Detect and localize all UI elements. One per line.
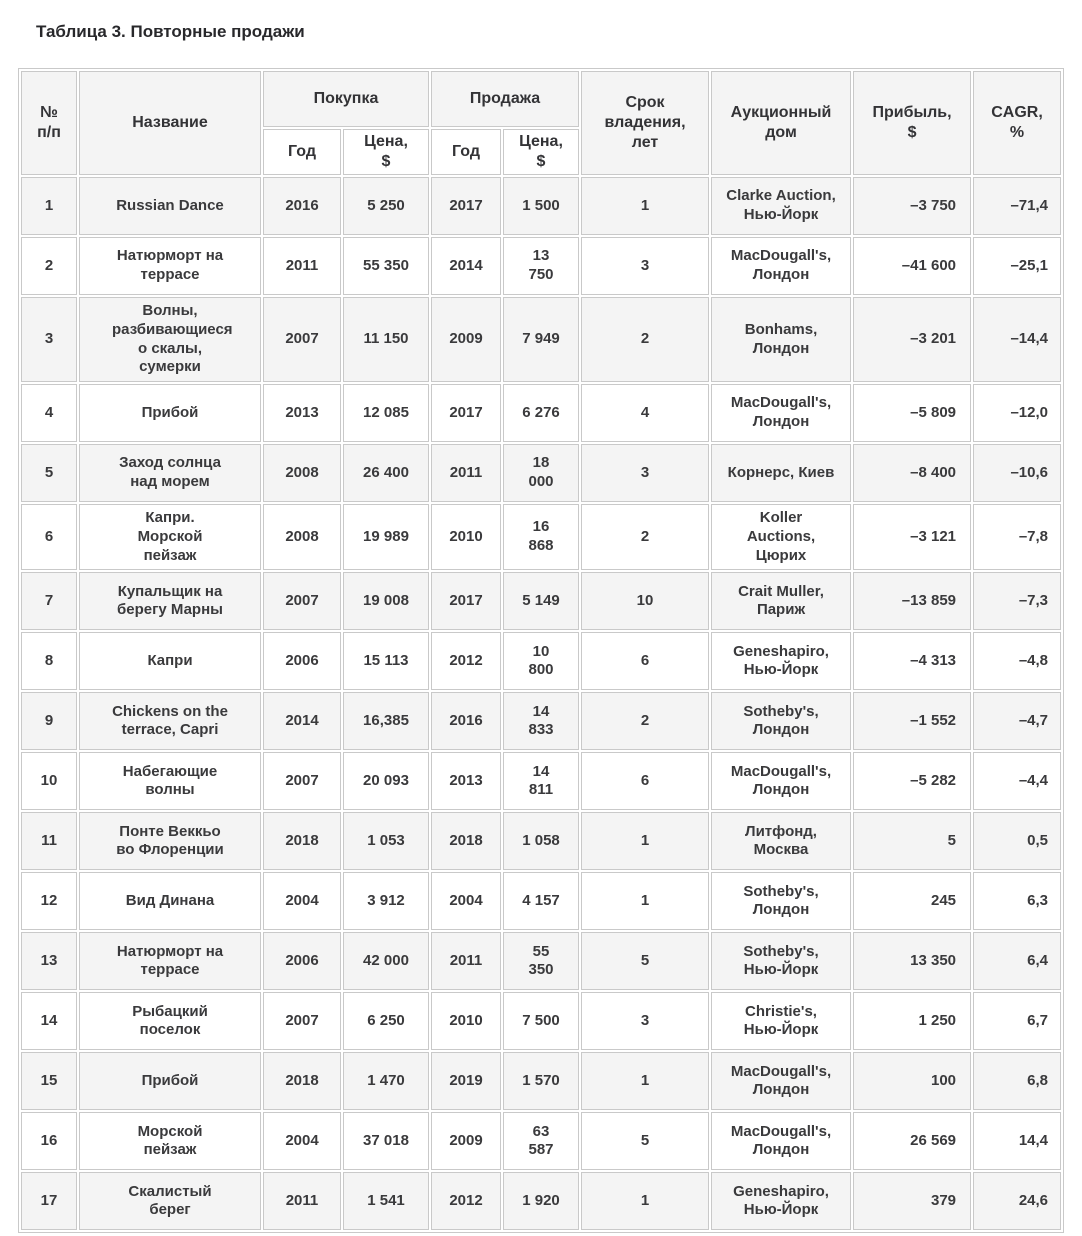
holding-period-cell: 6 (581, 752, 709, 810)
sell-year-cell: 2011 (431, 444, 501, 502)
sell-price-cell: 14 833 (503, 692, 579, 750)
table-row (21, 752, 1061, 810)
table-row (21, 992, 1061, 1050)
cagr-cell: –10,6 (973, 444, 1061, 502)
auction-house-cell: Bonhams, Лондон (711, 297, 851, 382)
buy-price-cell: 12 085 (343, 384, 429, 442)
profit-cell: –3 201 (853, 297, 971, 382)
auction-house-cell: MacDougall's, Лондон (711, 752, 851, 810)
cagr-cell: –7,3 (973, 572, 1061, 630)
buy-price-header: Цена, $ (343, 129, 429, 175)
buy-price-cell: 42 000 (343, 932, 429, 990)
buy-price-cell: 11 150 (343, 297, 429, 382)
buy-price-cell: 6 250 (343, 992, 429, 1050)
sell-price-cell: 4 157 (503, 872, 579, 930)
profit-cell: –13 859 (853, 572, 971, 630)
holding-period-cell: 5 (581, 1112, 709, 1170)
buy-year-cell: 2016 (263, 177, 341, 235)
table-row (21, 692, 1061, 750)
sell-year-cell: 2017 (431, 177, 501, 235)
buy-year-cell: 2006 (263, 632, 341, 690)
sell-price-cell: 13 750 (503, 237, 579, 295)
table-row (21, 1052, 1061, 1110)
profit-cell: 26 569 (853, 1112, 971, 1170)
row-number-cell: 12 (21, 872, 77, 930)
cagr-cell: 0,5 (973, 812, 1061, 870)
sell-year-cell: 2011 (431, 932, 501, 990)
sell-year-cell: 2018 (431, 812, 501, 870)
cagr-cell: –7,8 (973, 504, 1061, 570)
artwork-name-cell: Скалистый берег (79, 1172, 261, 1230)
holding-period-cell: 1 (581, 1052, 709, 1110)
auction-house-cell: Sotheby's, Лондон (711, 692, 851, 750)
artwork-name-cell: Понте Веккьо во Флоренции (79, 812, 261, 870)
auction-house-cell: Sotheby's, Лондон (711, 872, 851, 930)
buy-year-cell: 2008 (263, 504, 341, 570)
buy-price-cell: 19 008 (343, 572, 429, 630)
cagr-cell: –4,8 (973, 632, 1061, 690)
table-row (21, 572, 1061, 630)
cagr-cell: 24,6 (973, 1172, 1061, 1230)
sell-year-cell: 2016 (431, 692, 501, 750)
sell-year-cell: 2009 (431, 297, 501, 382)
holding-period-cell: 1 (581, 177, 709, 235)
table-row (21, 1172, 1061, 1230)
table-row (21, 1112, 1061, 1170)
holding-period-cell: 1 (581, 812, 709, 870)
profit-cell: 1 250 (853, 992, 971, 1050)
buy-price-cell: 26 400 (343, 444, 429, 502)
artwork-name-cell: Купальщик на берегу Марны (79, 572, 261, 630)
cagr-header: CAGR, % (973, 71, 1061, 175)
buy-year-cell: 2007 (263, 297, 341, 382)
artwork-name-cell: Прибой (79, 384, 261, 442)
row-number-cell: 8 (21, 632, 77, 690)
sell-year-cell: 2017 (431, 384, 501, 442)
sell-year-cell: 2012 (431, 632, 501, 690)
auction-house-cell: Sotheby's, Нью-Йорк (711, 932, 851, 990)
artwork-name-cell: Капри. Морской пейзаж (79, 504, 261, 570)
table-row (21, 237, 1061, 295)
buy-price-cell: 1 470 (343, 1052, 429, 1110)
table-header (21, 71, 1061, 175)
profit-cell: –5 282 (853, 752, 971, 810)
holding-period-cell: 1 (581, 1172, 709, 1230)
holding-period-cell: 5 (581, 932, 709, 990)
auction-house-cell: Литфонд, Москва (711, 812, 851, 870)
row-number-cell: 4 (21, 384, 77, 442)
table-row (21, 872, 1061, 930)
buy-price-cell: 1 053 (343, 812, 429, 870)
row-number-cell: 15 (21, 1052, 77, 1110)
holding-period-cell: 3 (581, 444, 709, 502)
holding-period-header: Срок владения, лет (581, 71, 709, 175)
auction-house-cell: Корнерс, Киев (711, 444, 851, 502)
profit-cell: –8 400 (853, 444, 971, 502)
buy-price-cell: 20 093 (343, 752, 429, 810)
auction-house-cell: Geneshapiro, Нью-Йорк (711, 632, 851, 690)
sell-price-cell: 18 000 (503, 444, 579, 502)
profit-header: Прибыль, $ (853, 71, 971, 175)
buy-year-cell: 2007 (263, 752, 341, 810)
buy-year-cell: 2011 (263, 237, 341, 295)
cagr-cell: –71,4 (973, 177, 1061, 235)
profit-cell: 13 350 (853, 932, 971, 990)
buy-year-cell: 2006 (263, 932, 341, 990)
profit-cell: –5 809 (853, 384, 971, 442)
profit-cell: –1 552 (853, 692, 971, 750)
cagr-cell: –14,4 (973, 297, 1061, 382)
auction-house-cell: Geneshapiro, Нью-Йорк (711, 1172, 851, 1230)
buy-price-cell: 5 250 (343, 177, 429, 235)
buy-year-cell: 2018 (263, 1052, 341, 1110)
buy-year-cell: 2018 (263, 812, 341, 870)
buy-price-cell: 3 912 (343, 872, 429, 930)
sell-price-cell: 63 587 (503, 1112, 579, 1170)
holding-period-cell: 10 (581, 572, 709, 630)
auction-house-cell: Koller Auctions, Цюрих (711, 504, 851, 570)
auction-house-cell: MacDougall's, Лондон (711, 384, 851, 442)
sell-price-cell: 1 500 (503, 177, 579, 235)
sell-year-cell: 2010 (431, 992, 501, 1050)
sell-year-cell: 2010 (431, 504, 501, 570)
table-row (21, 384, 1061, 442)
col-num-header: № п/п (21, 71, 77, 175)
sell-price-cell: 16 868 (503, 504, 579, 570)
sell-year-cell: 2013 (431, 752, 501, 810)
sell-year-cell: 2009 (431, 1112, 501, 1170)
artwork-name-cell: Волны, разбивающиеся о скалы, сумерки (79, 297, 261, 382)
profit-cell: 379 (853, 1172, 971, 1230)
buy-year-header: Год (263, 129, 341, 175)
artwork-name-cell: Заход солнца над морем (79, 444, 261, 502)
purchase-group-header: Покупка (263, 71, 429, 127)
cagr-cell: –4,7 (973, 692, 1061, 750)
profit-cell: 245 (853, 872, 971, 930)
buy-year-cell: 2007 (263, 572, 341, 630)
sell-price-cell: 7 500 (503, 992, 579, 1050)
row-number-cell: 3 (21, 297, 77, 382)
cagr-cell: 6,8 (973, 1052, 1061, 1110)
auction-house-cell: MacDougall's, Лондон (711, 1112, 851, 1170)
auction-house-cell: Crait Muller, Париж (711, 572, 851, 630)
cagr-cell: 6,4 (973, 932, 1061, 990)
cagr-cell: –12,0 (973, 384, 1061, 442)
sell-year-cell: 2017 (431, 572, 501, 630)
holding-period-cell: 3 (581, 237, 709, 295)
artwork-name-cell: Вид Динана (79, 872, 261, 930)
artwork-name-cell: Набегающие волны (79, 752, 261, 810)
artwork-name-cell: Морской пейзаж (79, 1112, 261, 1170)
table-row (21, 297, 1061, 382)
buy-year-cell: 2004 (263, 872, 341, 930)
holding-period-cell: 2 (581, 297, 709, 382)
table-row (21, 177, 1061, 235)
buy-price-cell: 37 018 (343, 1112, 429, 1170)
auction-house-cell: Christie's, Нью-Йорк (711, 992, 851, 1050)
row-number-cell: 2 (21, 237, 77, 295)
row-number-cell: 9 (21, 692, 77, 750)
page-title: Таблица 3. Повторные продажи (36, 22, 305, 41)
sell-price-header: Цена, $ (503, 129, 579, 175)
artwork-name-cell: Рыбацкий поселок (79, 992, 261, 1050)
holding-period-cell: 2 (581, 504, 709, 570)
buy-price-cell: 16,385 (343, 692, 429, 750)
buy-year-cell: 2011 (263, 1172, 341, 1230)
cagr-cell: 6,7 (973, 992, 1061, 1050)
profit-cell: 100 (853, 1052, 971, 1110)
sell-price-cell: 1 920 (503, 1172, 579, 1230)
artwork-name-cell: Прибой (79, 1052, 261, 1110)
sell-year-header: Год (431, 129, 501, 175)
sell-price-cell: 7 949 (503, 297, 579, 382)
table-body (21, 177, 1061, 1230)
sale-group-header: Продажа (431, 71, 579, 127)
table-row (21, 504, 1061, 570)
artwork-name-cell: Chickens on the terrace, Capri (79, 692, 261, 750)
buy-price-cell: 55 350 (343, 237, 429, 295)
auction-house-cell: MacDougall's, Лондон (711, 1052, 851, 1110)
cagr-cell: –4,4 (973, 752, 1061, 810)
sell-price-cell: 55 350 (503, 932, 579, 990)
holding-period-cell: 4 (581, 384, 709, 442)
row-number-cell: 11 (21, 812, 77, 870)
profit-cell: –41 600 (853, 237, 971, 295)
row-number-cell: 14 (21, 992, 77, 1050)
buy-price-cell: 19 989 (343, 504, 429, 570)
table-row (21, 632, 1061, 690)
row-number-cell: 13 (21, 932, 77, 990)
holding-period-cell: 1 (581, 872, 709, 930)
auction-house-cell: MacDougall's, Лондон (711, 237, 851, 295)
artwork-name-cell: Натюрморт на террасе (79, 932, 261, 990)
row-number-cell: 17 (21, 1172, 77, 1230)
table-row (21, 812, 1061, 870)
buy-year-cell: 2007 (263, 992, 341, 1050)
auction-house-header: Аукционный дом (711, 71, 851, 175)
repeat-sales-table (18, 68, 1064, 1233)
artwork-name-cell: Капри (79, 632, 261, 690)
row-number-cell: 6 (21, 504, 77, 570)
buy-price-cell: 1 541 (343, 1172, 429, 1230)
row-number-cell: 1 (21, 177, 77, 235)
sell-price-cell: 1 570 (503, 1052, 579, 1110)
holding-period-cell: 6 (581, 632, 709, 690)
profit-cell: –3 750 (853, 177, 971, 235)
table-row (21, 932, 1061, 990)
holding-period-cell: 3 (581, 992, 709, 1050)
row-number-cell: 5 (21, 444, 77, 502)
buy-year-cell: 2004 (263, 1112, 341, 1170)
buy-year-cell: 2008 (263, 444, 341, 502)
sell-price-cell: 14 811 (503, 752, 579, 810)
row-number-cell: 16 (21, 1112, 77, 1170)
buy-price-cell: 15 113 (343, 632, 429, 690)
sell-year-cell: 2019 (431, 1052, 501, 1110)
sell-price-cell: 5 149 (503, 572, 579, 630)
cagr-cell: –25,1 (973, 237, 1061, 295)
buy-year-cell: 2014 (263, 692, 341, 750)
profit-cell: 5 (853, 812, 971, 870)
profit-cell: –4 313 (853, 632, 971, 690)
sell-price-cell: 1 058 (503, 812, 579, 870)
buy-year-cell: 2013 (263, 384, 341, 442)
sell-year-cell: 2014 (431, 237, 501, 295)
row-number-cell: 7 (21, 572, 77, 630)
sell-price-cell: 6 276 (503, 384, 579, 442)
holding-period-cell: 2 (581, 692, 709, 750)
table-row (21, 444, 1061, 502)
profit-cell: –3 121 (853, 504, 971, 570)
sell-year-cell: 2012 (431, 1172, 501, 1230)
artwork-name-cell: Натюрморт на террасе (79, 237, 261, 295)
sell-year-cell: 2004 (431, 872, 501, 930)
artwork-name-cell: Russian Dance (79, 177, 261, 235)
row-number-cell: 10 (21, 752, 77, 810)
col-name-header: Название (79, 71, 261, 175)
cagr-cell: 6,3 (973, 872, 1061, 930)
cagr-cell: 14,4 (973, 1112, 1061, 1170)
sell-price-cell: 10 800 (503, 632, 579, 690)
auction-house-cell: Clarke Auction, Нью-Йорк (711, 177, 851, 235)
